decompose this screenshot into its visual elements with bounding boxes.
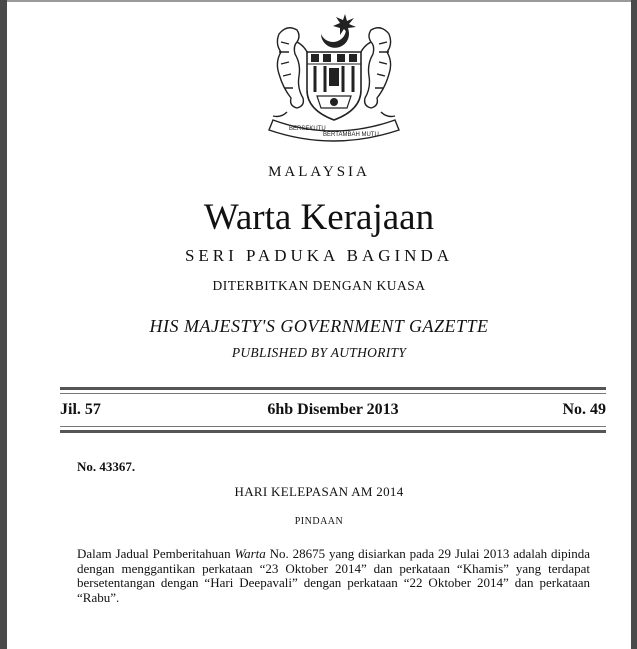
notice-body-part2: No. 28675 yang disiarkan pada 29 Julai 2013 adalah dipinda dengan menggantikan perkataan “23 Oktober 2014” dan perkataan “Khamis” yang terdapat bersetentangan dengan “Hari Deepavali” dengan perkataan “22 Oktober 2014” dan perkataan “Rabu”.	[77, 546, 590, 605]
gazette-page	[7, 2, 631, 649]
gazette-title-en: HIS MAJESTY'S GOVERNMENT GAZETTE	[149, 316, 489, 336]
country-name: MALAYSIA	[268, 164, 370, 180]
malaysia-coat-of-arms-icon	[259, 12, 409, 142]
issue-info-row	[60, 401, 606, 421]
notice-subtitle: PINDAAN	[294, 516, 344, 527]
crest-motto-right: BERTAMBAH MUTU	[323, 132, 379, 138]
crest-motto-left: BERSEKUTU	[289, 126, 326, 132]
published-by-authority-ms: DITERBITKAN DENGAN KUASA	[212, 278, 426, 293]
gazette-subtitle: SERI PADUKA BAGINDA	[184, 246, 454, 265]
header-rule-bottom-thin	[60, 426, 606, 427]
window-left-border	[0, 0, 7, 649]
issue-volume: Jil. 57	[60, 401, 101, 418]
issue-date: 6hb Disember 2013	[267, 401, 399, 418]
header-rule-top	[60, 387, 606, 390]
header-rule-bottom	[60, 430, 606, 433]
header-rule-top-thin	[60, 393, 606, 394]
notice-body	[77, 547, 590, 605]
notice-body-part1: Dalam Jadual Pemberitahuan	[77, 546, 235, 561]
published-by-authority-en: PUBLISHED BY AUTHORITY	[231, 345, 407, 360]
notice-number: No. 43367.	[77, 459, 136, 474]
window-right-border	[631, 0, 637, 649]
notice-body-italic: Warta	[234, 546, 266, 561]
notice-title: HARI KELEPASAN AM 2014	[234, 484, 404, 499]
issue-number: No. 49	[562, 401, 606, 418]
gazette-title: Warta Kerajaan	[203, 197, 435, 238]
